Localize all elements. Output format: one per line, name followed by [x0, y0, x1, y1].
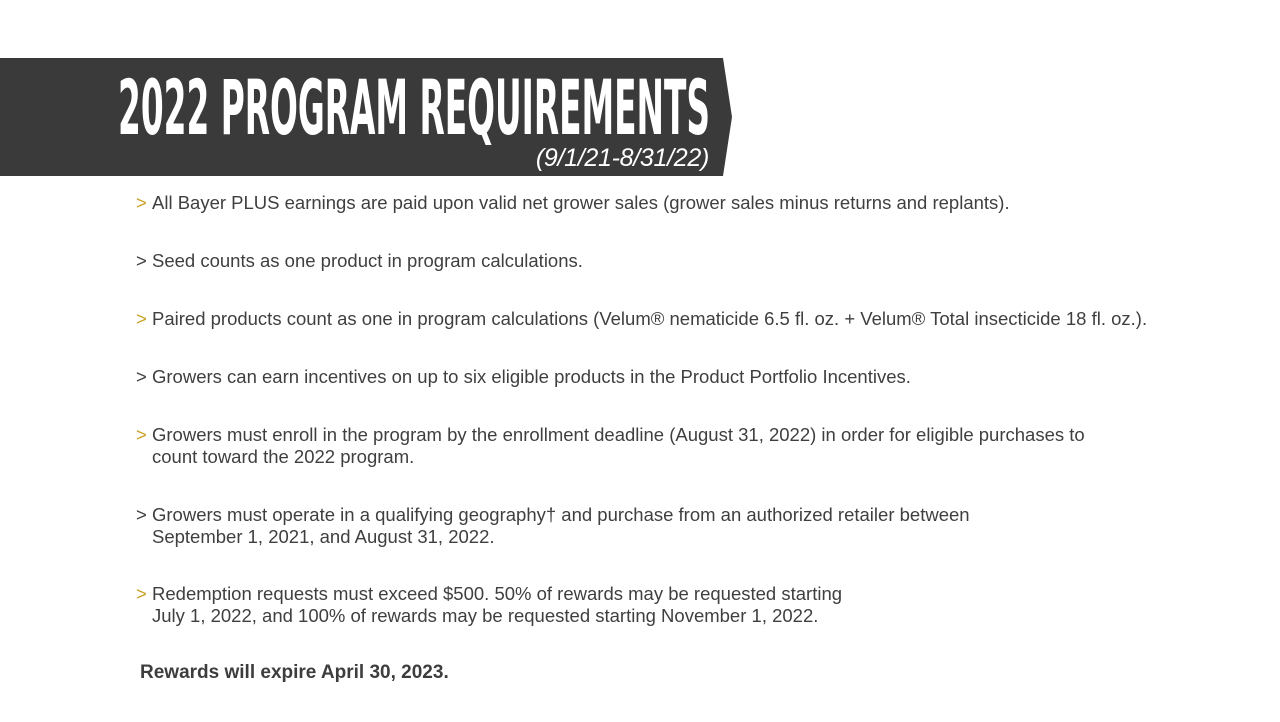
requirement-text: Growers can earn incentives on up to six eligible products in the Product Portfolio Incentives.: [152, 366, 911, 387]
bullet-marker: >: [136, 308, 147, 329]
bullet-marker: >: [136, 250, 147, 271]
requirement-text-continued: count toward the 2022 program.: [152, 446, 415, 467]
bullet-marker: >: [136, 424, 147, 445]
page-title: [118, 63, 718, 152]
requirement-text: Paired products count as one in program calculations (Velum® nematicide 6.5 fl. oz. + Velum® Total insecticide 18 fl. oz.).: [152, 308, 1148, 329]
requirement-text: Redemption requests must exceed $500. 50% of rewards may be requested starting: [152, 583, 843, 604]
bullet-marker: >: [136, 366, 147, 387]
program-dates: (9/1/21-8/31/22): [535, 144, 709, 172]
page-title-text: 2022 PROGRAM REQUIREMENTS: [118, 63, 710, 152]
requirement-text: Seed counts as one product in program calculations.: [152, 250, 583, 271]
bullet-marker: >: [136, 583, 147, 604]
requirement-text: Growers must operate in a qualifying geography† and purchase from an authorized retailer between: [152, 504, 970, 525]
requirement-text: Growers must enroll in the program by the enrollment deadline (August 31, 2022) in order for eligible purchases to: [152, 424, 1085, 445]
bullet-marker: >: [136, 192, 147, 213]
requirement-text-continued: September 1, 2021, and August 31, 2022.: [152, 526, 495, 547]
rewards-expiration-note: Rewards will expire April 30, 2023.: [140, 662, 449, 683]
requirement-text: All Bayer PLUS earnings are paid upon valid net grower sales (grower sales minus returns and replants).: [152, 192, 1010, 213]
requirement-text-continued: July 1, 2022, and 100% of rewards may be requested starting November 1, 2022.: [152, 605, 819, 626]
bullet-marker: >: [136, 504, 147, 525]
